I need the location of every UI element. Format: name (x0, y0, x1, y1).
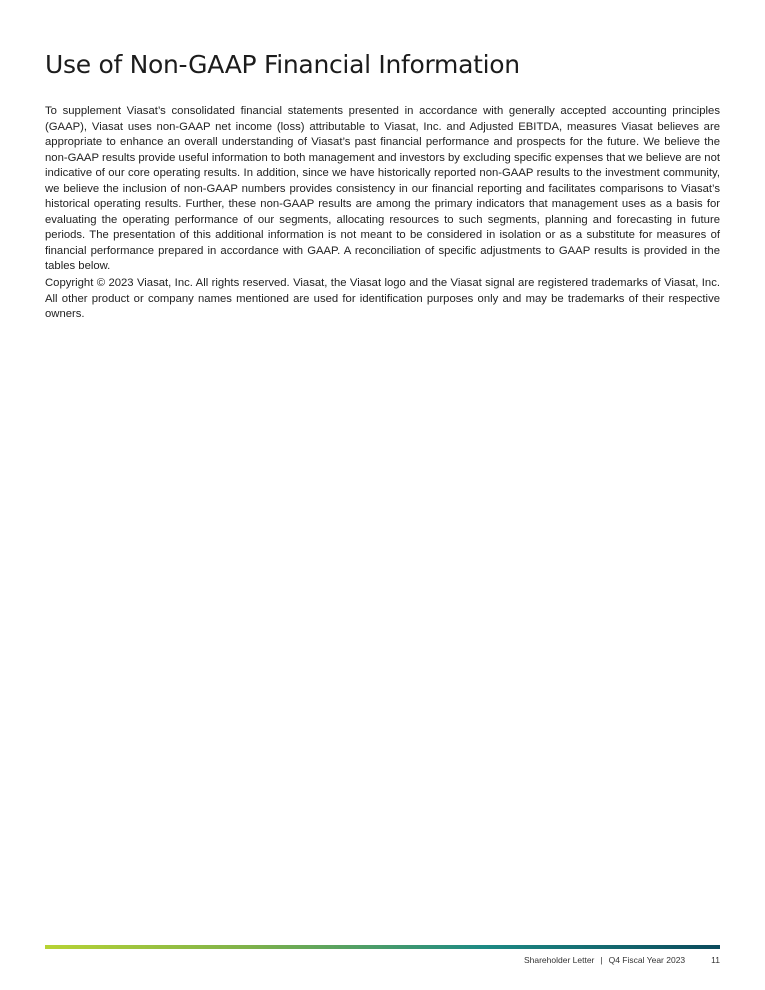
footer-page-number: 11 (711, 955, 720, 965)
body-paragraph-non-gaap: To supplement Viasat’s consolidated financial statements presented in accordance with generally accepted accounting principles (GAAP), Viasat uses non-GAAP net income (loss) attributable to Viasat, Inc. and Adjusted EBITDA, measures Viasat believes are appropriate to enhance an overall understanding of Viasat’s past financial performance and prospects for the future. We believe the non-GAAP results provide useful information to both management and investors by excluding specific expenses that we believe are not indicative of our core operating results. In addition, since we have historically reported non-GAAP results to the investment community, we believe the inclusion of non-GAAP numbers provides consistency in our financial reporting and facilitates comparisons to Viasat’s historical operating results. Further, these non-GAAP results are among the primary indicators that management uses as a basis for evaluating the operating performance of our segments, allocating resources to such segments, planning and forecasting in future periods. The presentation of this additional information is not meant to be considered in isolation or as a substitute for measures of financial performance prepared in accordance with GAAP. A reconciliation of specific adjustments to GAAP results is provided in the tables below. (45, 105, 720, 272)
footer-period-label: Q4 Fiscal Year 2023 (608, 955, 686, 965)
footer-separator: | (600, 955, 603, 965)
footer-gradient-rule (45, 945, 720, 949)
page-title: Use of Non-GAAP Financial Information (45, 50, 520, 79)
body-paragraph-copyright: Copyright © 2023 Viasat, Inc. All rights reserved. Viasat, the Viasat logo and the Viasat signal are registered trademarks of Viasat, Inc. All other product or company names mentioned are used for identification purposes only and may be trademarks of their respective owners. (45, 277, 720, 320)
page-footer (524, 955, 720, 965)
footer-document-label: Shareholder Letter (523, 955, 595, 965)
